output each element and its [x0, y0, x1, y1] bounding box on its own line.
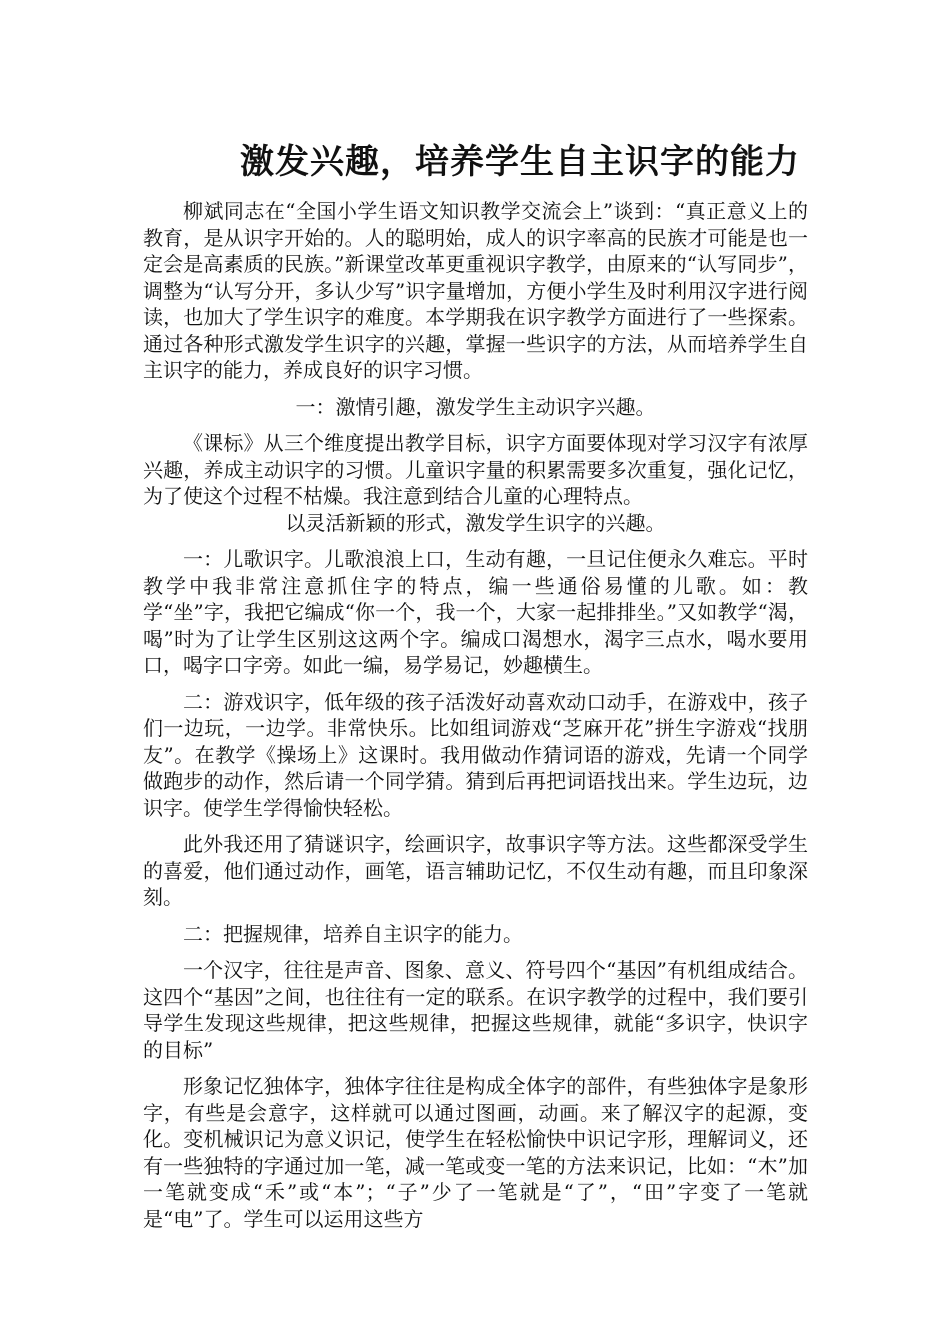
- document-title: 激发兴趣，培养学生自主识字的能力: [240, 142, 800, 182]
- section-heading-2: 二：把握规律，培养自主识字的能力。: [183, 921, 523, 946]
- paragraph-other-methods: 此外我还用了猜谜识字，绘画识字，故事识字等方法。这些都深受学生的喜爱，他们通过动作，画笔，语言辅助记忆，不仅生动有趣，而且印象深刻。: [143, 832, 808, 909]
- paragraph-nursery-rhyme: 一：儿歌识字。儿歌浪浪上口，生动有趣，一旦记住便永久难忘。平时教学中我非常注意抓住字的特点，编一些通俗易懂的儿歌。如：教学“坐”字，我把它编成“你一个，我一个，大家一起排排坐。”又如教学“渴，喝”时为了让学生区别这这两个字。编成口渴想水，渴字三点水，喝水要用口，喝字口字旁。如此一编，易学易记，妙趣横生。: [143, 547, 808, 677]
- document-body: [143, 198, 808, 1242]
- paragraph-image-memory: 形象记忆独体字，独体字往往是构成全体字的部件，有些独体字是象形字，有些是会意字，这样就可以通过图画，动画。来了解汉字的起源，变化。变机械识记为意义识记，使学生在轻松愉快中识记字形，理解词义，还有一些独特的字通过加一笔，减一笔或变一笔的方法来识记，比如：“木”加一笔就变成“禾”或“本”；“子”少了一笔就是“了”，“田”字变了一笔就是“电”了。学生可以运用这些方: [143, 1074, 808, 1231]
- paragraph-curriculum: 《课标》从三个维度提出教学目标，识字方面要体现对学习汉字有浓厚兴趣，养成主动识字的习惯。儿童识字量的积累需要多次重复，强化记忆，为了使这个过程不枯燥。我注意到结合儿童的心理特点。: [143, 431, 808, 508]
- paragraph-game: 二：游戏识字，低年级的孩子活泼好动喜欢动口动手，在游戏中，孩子们一边玩，一边学。非常快乐。比如组词游戏“芝麻开花”拼生字游戏“找朋友”。在教学《操场上》这课时。我用做动作猜词语的游戏，先请一个同学做跑步的动作，然后请一个同学猜。猜到后再把词语找出来。学生边玩，边识字。使学生学得愉快轻松。: [143, 689, 808, 820]
- paragraph-intro: 柳斌同志在“全国小学生语文知识教学交流会上”谈到：“真正意义上的教育，是从识字开始的。人的聪明始，成人的识字率高的民族才可能是也一定会是高素质的民族。”新课堂改革更重视识字教学，由原来的“认写同步”，调整为“认写分开，多认少写”识字量增加，方便小学生及时利用汉字进行阅读，也加大了学生识字的难度。本学期我在识字教学方面进行了一些探索。通过各种形式激发学生识字的兴趣，掌握一些识字的方法，从而培养学生自主识字的能力，养成良好的识字习惯。: [143, 199, 808, 382]
- paragraph-rules: 一个汉字，往往是声音、图象、意义、符号四个“基因”有机组成结合。这四个“基因”之间，也往往有一定的联系。在识字教学的过程中，我们要引导学生发现这些规律，把这些规律，把握这些规律，就能“多识字，快识字的目标”: [143, 958, 808, 1062]
- paragraph-curriculum-continued: 以灵活新颖的形式，激发学生识字的兴趣。: [285, 510, 666, 535]
- section-heading-1: 一：激情引趣，激发学生主动识字兴趣。: [295, 394, 656, 419]
